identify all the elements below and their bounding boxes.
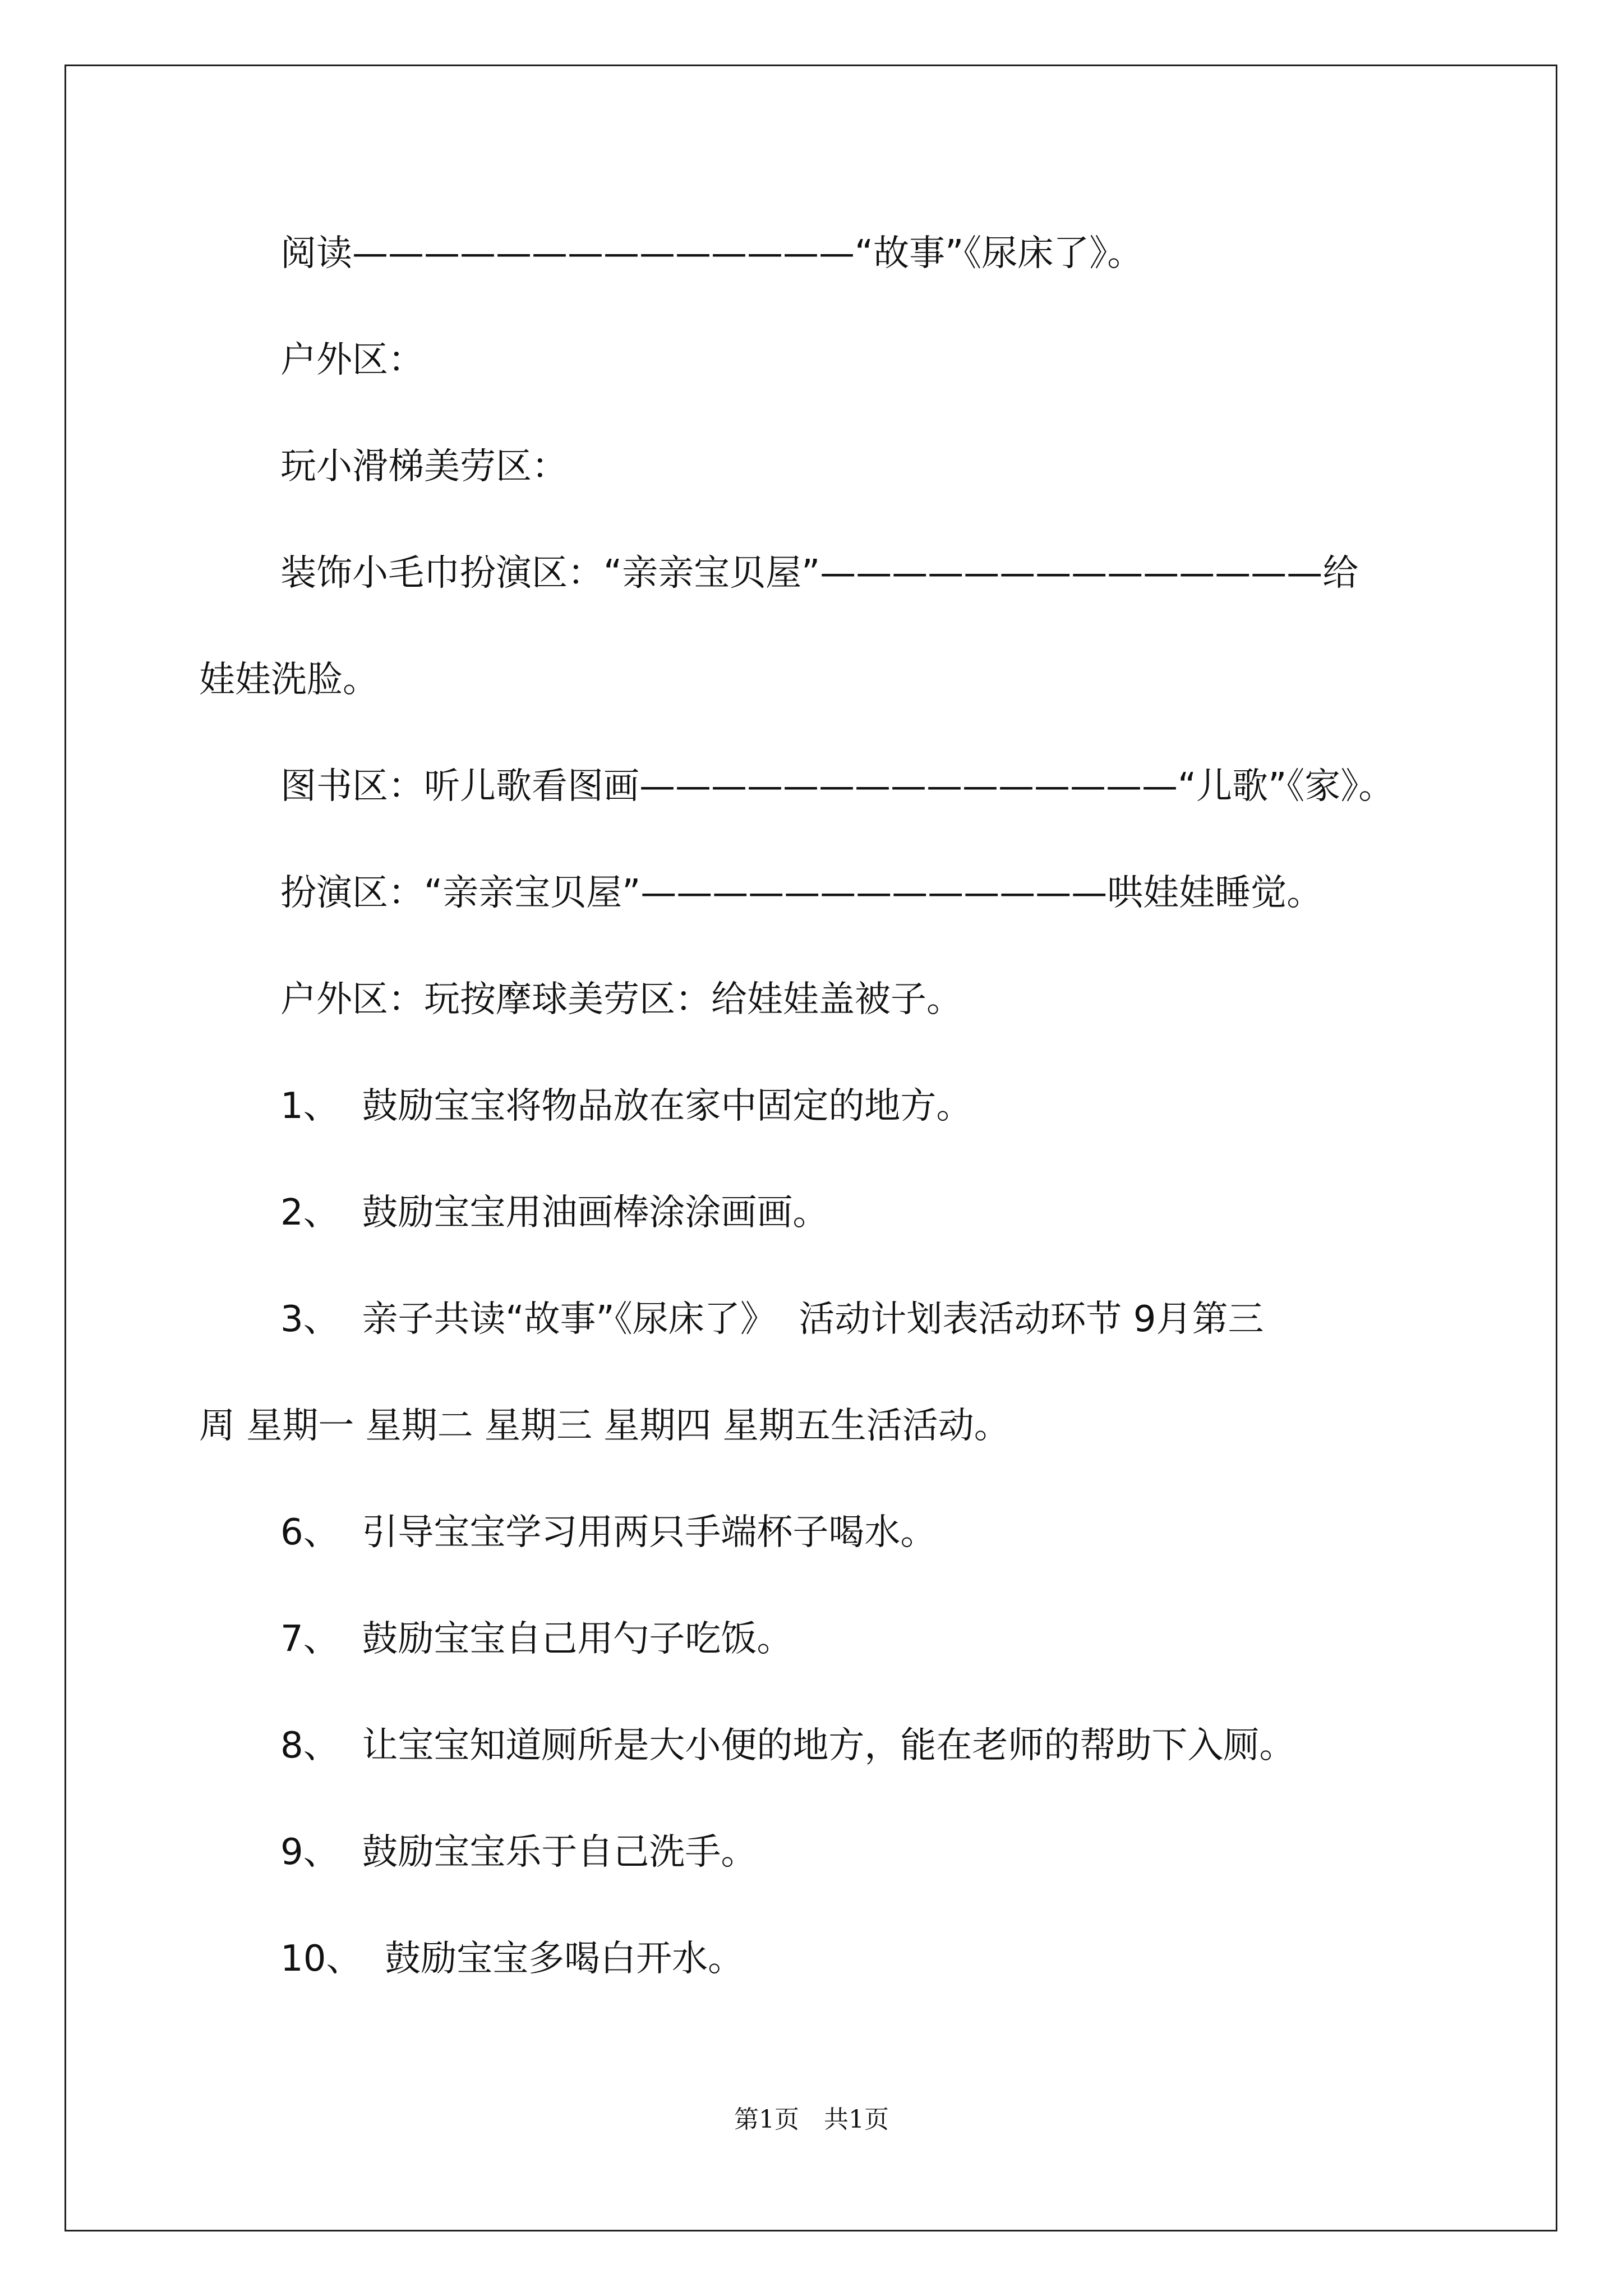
line-6: 图书区：听儿歌看图画———————————————“儿歌”《家》。 bbox=[280, 766, 1395, 807]
line-2: 户外区： bbox=[280, 339, 424, 381]
line-8: 户外区：玩按摩球美劳区：给娃娃盖被子。 bbox=[280, 979, 962, 1020]
line-7: 扮演区：“亲亲宝贝屋”—————————————哄娃娃睡觉。 bbox=[280, 872, 1323, 914]
line-5: 娃娃洗脸。 bbox=[199, 659, 379, 701]
page-border bbox=[64, 65, 1557, 2231]
page-footer: 第1页 共1页 bbox=[734, 2105, 889, 2134]
line-10: 2、 鼓励宝宝用油画棒涂涂画画。 bbox=[280, 1192, 829, 1234]
line-14: 7、 鼓励宝宝自己用勺子吃饭。 bbox=[280, 1618, 793, 1660]
line-11: 3、 亲子共读“故事”《尿床了》 活动计划表活动环节 9月第三 bbox=[280, 1299, 1264, 1340]
line-3: 玩小滑梯美劳区： bbox=[280, 446, 568, 487]
line-9: 1、 鼓励宝宝将物品放在家中固定的地方。 bbox=[280, 1085, 972, 1127]
line-12: 周 星期一 星期二 星期三 星期四 星期五生活活动。 bbox=[199, 1405, 1010, 1447]
line-4: 装饰小毛巾扮演区：“亲亲宝贝屋”——————————————给 bbox=[280, 553, 1359, 594]
line-16: 9、 鼓励宝宝乐于自己洗手。 bbox=[280, 1832, 757, 1873]
line-1: 阅读——————————————“故事”《尿床了》。 bbox=[280, 233, 1144, 274]
line-13: 6、 引导宝宝学习用两只手端杯子喝水。 bbox=[280, 1512, 937, 1553]
line-15: 8、 让宝宝知道厕所是大小便的地方，能在老师的帮助下入厕。 bbox=[280, 1725, 1295, 1766]
line-17: 10、 鼓励宝宝多喝白开水。 bbox=[280, 1938, 744, 1980]
